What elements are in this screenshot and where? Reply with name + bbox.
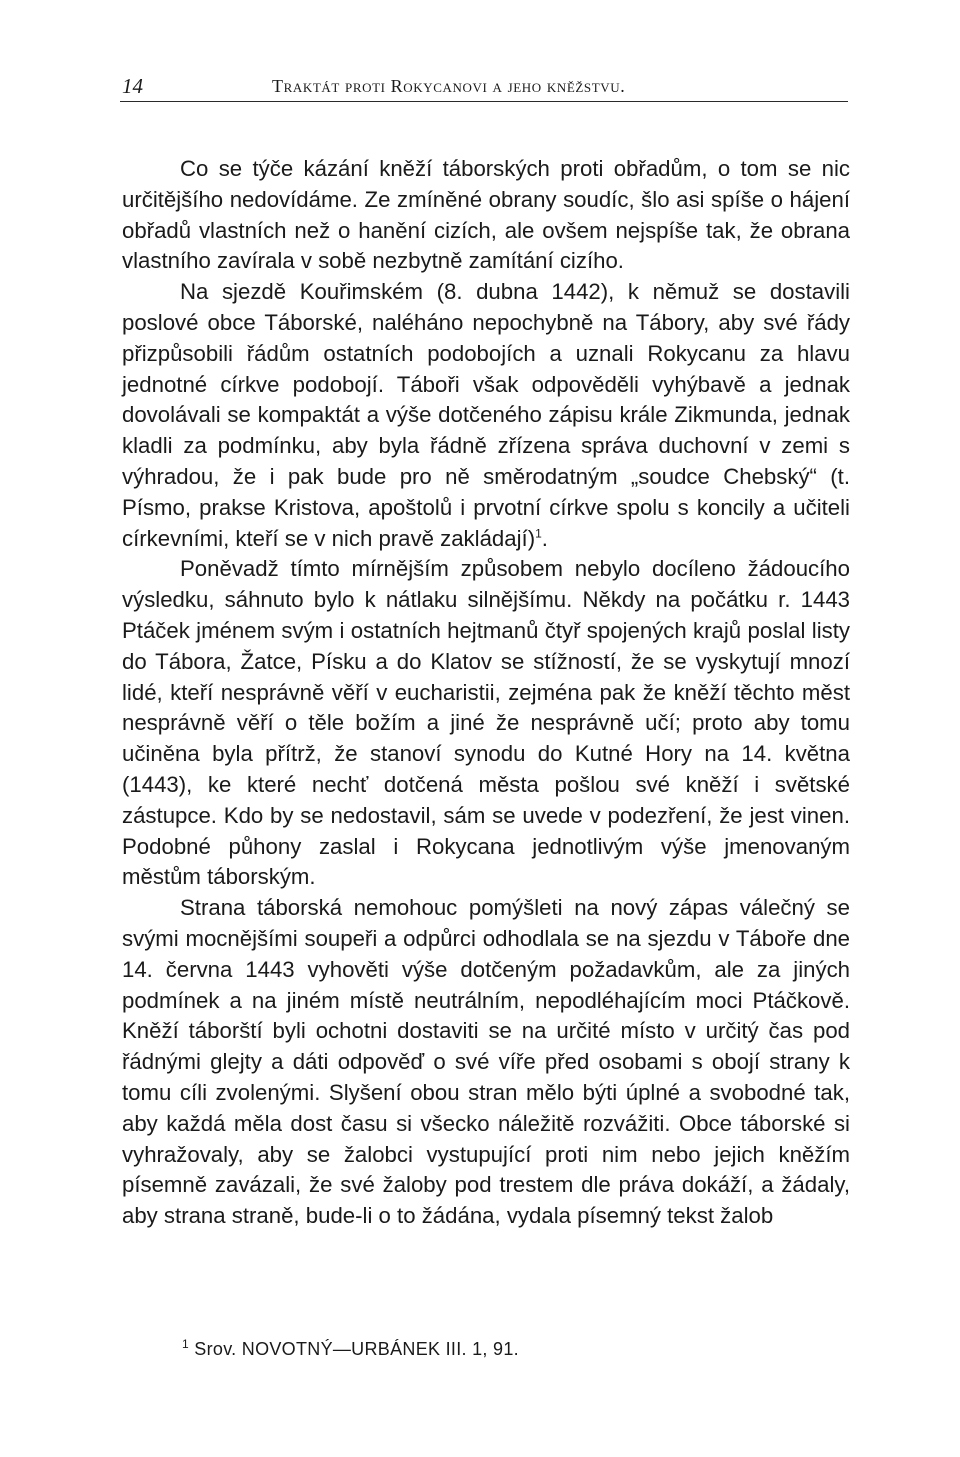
- paragraph-2-text: Na sjezdě Kouřimském (8. dubna 1442), k němuž se dostavili poslové obce Táborské, naléháno nepochybně na Tábory, aby své řády přizpůsobili řádům ostatních podobojích a uznali Rokycanu za hlavu jednotné církve podobojí. Táboři však odpověděli vyhýbavě a jednak dovolávali se kompaktát a výše dotčeného zápisu krále Zikmunda, jednak kladli za podmínku, aby byla řádně zřízena správa duchovní v zemi s výhradou, že i pak bude pro ně směrodatným „soudce Chebský“ (t. Písmo, prakse Kristova, apoštolů i prvotní církve spolu s koncily a učiteli církevními, kteří se v nich pravě zakládají): [122, 279, 850, 551]
- paragraph-3-text: Poněvadž tímto mírnějším způsobem nebylo docíleno žádoucího výsledku, sáhnuto bylo k nátlaku silnějšímu. Někdy na počátku r. 1443 Ptáček jménem svým i ostatních hejtmanů čtyř spojených krajů poslal listy do Tábora, Žatce, Písku a do Klatov se stížností, že se vyskytují mnozí lidé, kteří nesprávně věří v eucharistii, zejména pak že kněží těchto měst nesprávně věří o těle božím a jiné že nesprávně učí; proto aby tomu učiněna byla přítrž, že stanoví synodu do Kutné Hory na 14. května (1443), ke které nechť dotčená města pošlou své kněží i světské zástupce. Kdo by se nedostavil, sám se uvede v podezření, že jest vinen. Podobné půhony zaslal i Rokycana jednotlivým výše jmenovaným městům táborským.: [122, 556, 850, 890]
- page-header: [122, 70, 850, 100]
- paragraph-4-text: Strana táborská nemohouc pomýšleti na nový zápas válečný se svými mocnějšími soupeři a odpůrci odhodlala se na sjezdu v Táboře dne 14. června 1443 vyhověti výše dotčeným požadavkům, ale za jiných podmínek a na jiném místě neutrálním, nepodléhajícím moci Ptáčkově. Kněží táborští byli ochotni dostaviti se na určité místo v určitý čas pod řádnými glejty a dáti odpověď o své víře před osobami s obojí strany k tomu cíli zvolenými. Slyšení obou stran mělo býti úplné a svobodné tak, aby každá měla dost času si všecko náležitě rozvážiti. Obce táborské si vyhražovaly, aby se žalobci vystupující proti nim nebo jejich kněžím písemně zavázali, že své žaloby pod trestem dle práva dokáží, a žádaly, aby strana straně, bude-li o to žádána, vydala písemný tekst žalob: [122, 895, 850, 1229]
- body-text: [122, 154, 850, 1232]
- paragraph-2: [122, 277, 850, 554]
- footnote-reference: 1: [535, 526, 542, 541]
- footnote: [182, 1337, 519, 1361]
- running-head: Traktát proti Rokycanovi a jeho kněžstvu.: [272, 76, 626, 96]
- paragraph-1-text: Co se týče kázání kněží táborských proti obřadům, o tom se nic určitějšího nedovídáme. Ze zmíněné obrany soudíc, šlo asi spíše o hájení obřadů vlastních než o hanění cizích, ale ovšem nejspíše tak, že obrana vlastního zavírala v sobě nezbytně zamítání cizího.: [122, 156, 850, 274]
- footnote-text: Srov. NOVOTNÝ—URBÁNEK III. 1, 91.: [194, 1339, 519, 1359]
- header-rule: [120, 101, 848, 102]
- paragraph-1: [122, 154, 850, 277]
- paragraph-2-tail: .: [541, 525, 548, 551]
- paragraph-3: [122, 554, 850, 893]
- page-number: 14: [122, 74, 143, 98]
- paragraph-4: [122, 893, 850, 1232]
- footnote-mark: 1: [182, 1337, 189, 1351]
